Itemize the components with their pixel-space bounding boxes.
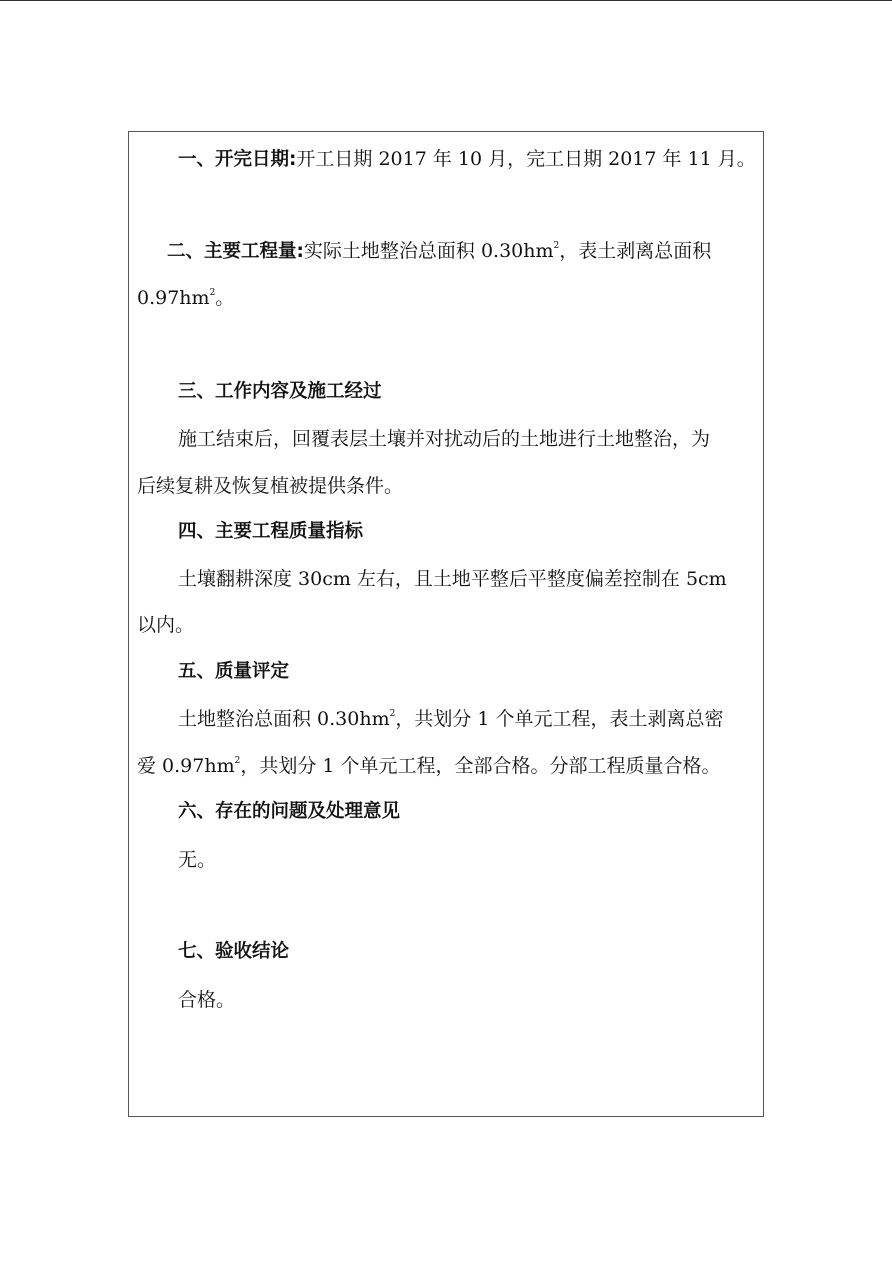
section-1-text: 开工日期 2017 年 10 月，完工日期 2017 年 11 月。 bbox=[296, 148, 756, 170]
section-5-text-d: ，共划分 1 个单元工程，全部合格。分部工程质量合格。 bbox=[240, 755, 721, 777]
section-2-text-c: 0.97hm bbox=[137, 287, 210, 309]
section-2-text-a: 实际土地整治总面积 0.30hm bbox=[303, 240, 554, 262]
report-frame bbox=[128, 131, 764, 1117]
section-5-text-a: 土地整治总面积 0.30hm bbox=[178, 708, 390, 730]
section-2-line-2 bbox=[137, 286, 761, 310]
section-2-heading: 二、主要工程量: bbox=[167, 241, 304, 262]
section-1-heading: 一、开完日期: bbox=[178, 149, 297, 170]
section-7-heading: 七、验收结论 bbox=[178, 941, 290, 962]
section-5-text-b: ，共划分 1 个单元工程，表土剥离总密 bbox=[395, 708, 724, 730]
section-2-sup-2: 2 bbox=[209, 288, 216, 298]
section-2-sup-1: 2 bbox=[553, 241, 560, 251]
section-5-line-1 bbox=[178, 707, 761, 731]
section-5-sup-1: 2 bbox=[389, 709, 396, 719]
section-6-heading: 六、存在的问题及处理意见 bbox=[178, 801, 401, 822]
section-5-line-2 bbox=[137, 754, 761, 778]
section-4-heading: 四、主要工程质量指标 bbox=[178, 521, 364, 542]
section-3-line-2: 后续复耕及恢复植被提供条件。 bbox=[137, 475, 404, 497]
section-2-text-b: ，表土剥离总面积 bbox=[559, 240, 712, 262]
section-2-line-1 bbox=[167, 239, 761, 263]
section-5-sup-2: 2 bbox=[234, 756, 241, 766]
page-top-rule bbox=[0, 0, 892, 1]
section-4-line-2: 以内。 bbox=[137, 614, 195, 636]
section-3-line-1: 施工结束后，回覆表层土壤并对扰动后的土地进行土地整治，为 bbox=[178, 428, 711, 450]
section-5-heading: 五、质量评定 bbox=[178, 661, 290, 682]
section-1-line bbox=[178, 147, 761, 171]
section-4-line-1: 土壤翻耕深度 30cm 左右，且土地平整后平整度偏差控制在 5cm bbox=[178, 568, 727, 590]
section-3-heading: 三、工作内容及施工经过 bbox=[178, 381, 382, 402]
section-6-text: 无。 bbox=[178, 849, 217, 871]
section-5-text-c: 爱 0.97hm bbox=[137, 755, 235, 777]
section-7-text: 合格。 bbox=[178, 989, 236, 1011]
section-2-text-d: 。 bbox=[215, 287, 235, 309]
